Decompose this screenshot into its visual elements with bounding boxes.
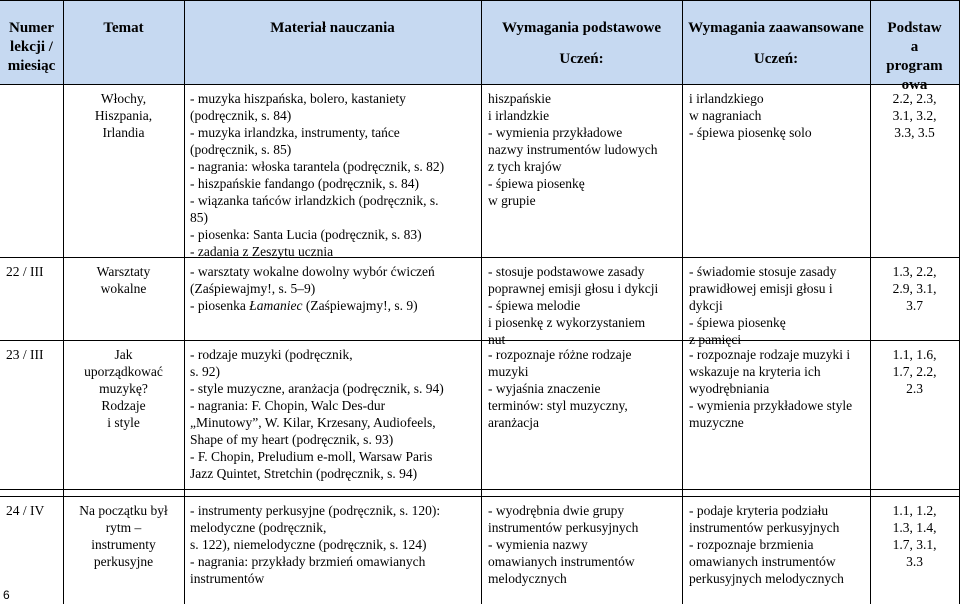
cell-basic: - stosuje podstawowe zasady poprawnej emisji głosu i dykcji - śpiewa melodie i piosenkę z wykorzystaniem nut — [488, 264, 659, 347]
header-divider — [0, 84, 960, 85]
header-topic: Temat — [103, 20, 144, 36]
cell-topic: Włochy, Hiszpania, Irlandia — [94, 91, 153, 140]
cell-program: 1.1, 1.6, 1.7, 2.2, 2.3 — [892, 347, 937, 396]
cell-lesson-number: 23 / III — [6, 347, 44, 362]
cell-advanced: - świadomie stosuje zasady prawidłowej emisji głosu i dykcji - śpiewa piosenkę z pamięci — [689, 264, 837, 347]
header-advanced-subtitle: Uczeń: — [753, 51, 799, 67]
cell-program: 1.3, 2.2, 2.9, 3.1, 3.7 — [892, 264, 937, 313]
cell-program: 1.1, 1.2, 1.3, 1.4, 1.7, 3.1, 3.3 — [892, 503, 937, 569]
cell-material: - muzyka hiszpańska, bolero, kastaniety (podręcznik, s. 84) - muzyka irlandzka, instrumenty, tańce (podręcznik, s. 85) - nagrania: włoska tarantela (podręcznik, s. 82) - hiszpańskie fandango (podręcznik, s. 84) - wiązanka tańców irlandzkich (podręcznik, s. 85) - piosenka: Santa Lucia (podręcznik, s. 83) - zadania z Zeszytu ucznia — [190, 91, 445, 259]
cell-material-line: - warsztaty wokalne dowolny wybór ćwiczeń (Zaśpiewajmy!, s. 5–9) - piosenka — [190, 264, 435, 313]
cell-advanced: - rozpoznaje rodzaje muzyki i wskazuje na kryteria ich wyodrębniania - wymienia przykładowe style muzyczne — [689, 347, 853, 430]
song-title: Łamaniec — [249, 298, 303, 313]
col-divider — [682, 0, 683, 604]
col-divider — [481, 0, 482, 604]
cell-material — [190, 263, 479, 314]
cell-lesson-number: 24 / IV — [6, 503, 45, 518]
col-divider — [184, 0, 185, 604]
cell-material: - instrumenty perkusyjne (podręcznik, s. 120): melodyczne (podręcznik, s. 122), niemelodyczne (podręcznik, s. 124) - nagrania: przykłady brzmień omawianych instrumentów — [190, 503, 441, 586]
header-curriculum: Podstaw a program owa — [886, 20, 943, 93]
header-basic-subtitle: Uczeń: — [559, 51, 604, 67]
table-header — [0, 0, 960, 84]
header-advanced-requirements: Wymagania zaawansowane — [688, 20, 864, 36]
header-basic-requirements: Wymagania podstawowe — [501, 20, 662, 36]
table-border-top — [0, 0, 960, 1]
header-lesson-number: Numer lekcji / miesiąc — [7, 20, 56, 74]
row-divider — [0, 496, 960, 497]
cell-advanced: i irlandzkiego w nagraniach - śpiewa piosenkę solo — [689, 91, 812, 140]
cell-material: - rodzaje muzyki (podręcznik, s. 92) - style muzyczne, aranżacja (podręcznik, s. 94) - nagrania: F. Chopin, Walc Des-dur „Minutowy”, W. Kilar, Krzesany, Audiofeels, Shape of my heart (podręcznik, s. 93) - F. Chopin, Preludium e-moll, Warsaw Paris Jazz Quintet, Stretchin (podręcznik, s. 94) — [190, 347, 444, 481]
cell-basic: - wyodrębnia dwie grupy instrumentów perkusyjnych - wymienia nazwy omawianych instrumentów melodycznych — [488, 503, 639, 586]
cell-program: 2.2, 2.3, 3.1, 3.2, 3.3, 3.5 — [892, 91, 937, 140]
page-number: 6 — [3, 588, 10, 602]
cell-topic: Warsztaty wokalne — [96, 264, 151, 296]
cell-basic: - rozpoznaje różne rodzaje muzyki - wyjaśnia znaczenie terminów: styl muzyczny, aranżacja — [488, 347, 632, 430]
cell-lesson-number: 22 / III — [6, 264, 44, 279]
cell-material-line: (Zaśpiewajmy!, s. 9) — [302, 298, 418, 313]
header-material: Materiał nauczania — [270, 20, 395, 36]
cell-basic: hiszpańskie i irlandzkie - wymienia przykładowe nazwy instrumentów ludowych z tych krajów - śpiewa piosenkę w grupie — [488, 91, 658, 208]
cell-topic: Na początku był rytm – instrumenty perkusyjne — [79, 503, 168, 569]
cell-topic: Jak uporządkować muzykę? Rodzaje i style — [84, 347, 163, 430]
cell-advanced: - podaje kryteria podziału instrumentów perkusyjnych - rozpoznaje brzmienia omawianych instrumentów perkusyjnych melodycznych — [689, 503, 844, 586]
row-divider — [0, 489, 960, 490]
row-divider — [0, 257, 960, 258]
